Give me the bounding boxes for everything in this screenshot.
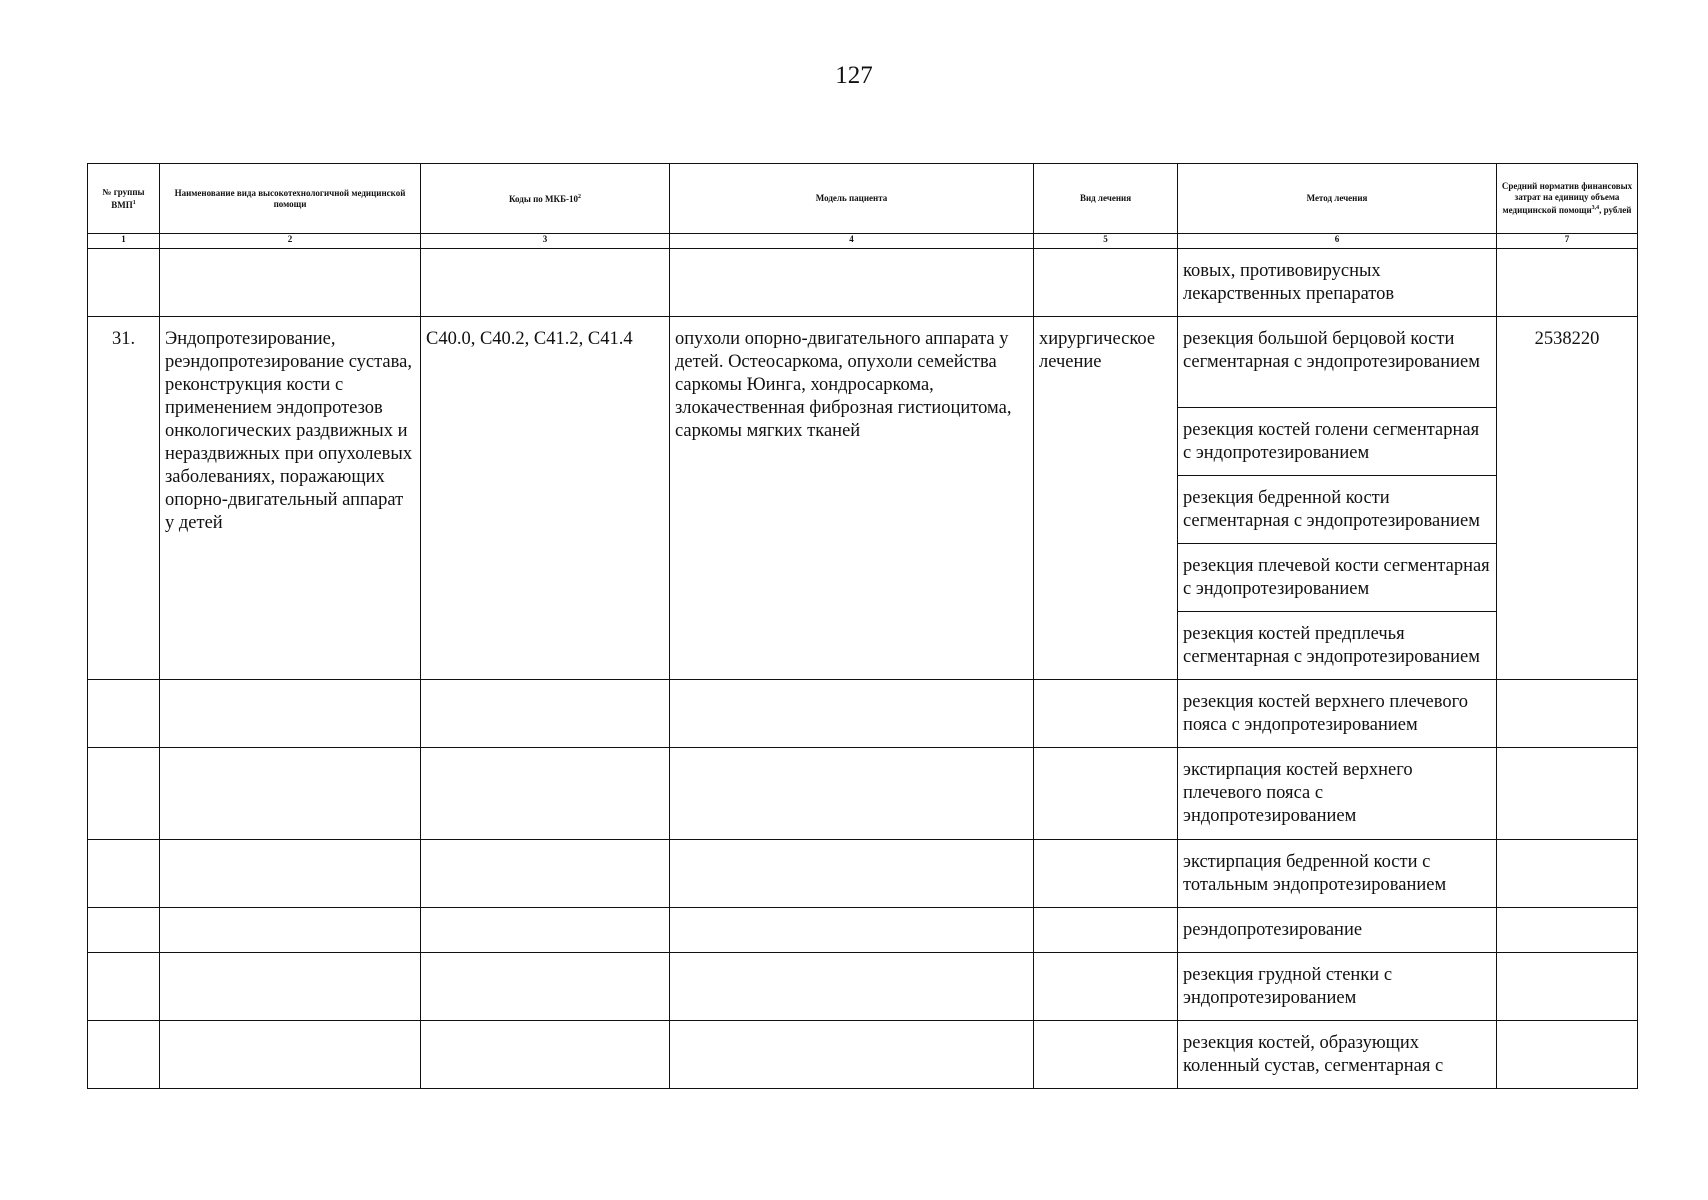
table-row [88, 748, 1638, 840]
header-row [88, 164, 1638, 234]
method-cell: экстирпация костей верхнего плечевого пояса с эндопротезированием [1178, 748, 1497, 840]
group-number: 31. [88, 317, 160, 680]
table-row [88, 1021, 1638, 1089]
header-care-type: Наименование вида высокотехнологичной медицинской помощи [160, 164, 421, 234]
header-patient-model: Модель пациента [670, 164, 1034, 234]
table-row [88, 840, 1638, 908]
header-method: Метод лечения [1178, 164, 1497, 234]
method-cell: резекция костей предплечья сегментарная с эндопротезированием [1178, 612, 1497, 680]
column-number: 1 [88, 234, 160, 249]
method-cell: резекция костей голени сегментарная с эндопротезированием [1178, 408, 1497, 476]
cost-value: 2538220 [1497, 317, 1638, 680]
vmp-table [87, 163, 1638, 1089]
method-cell: экстирпация бедренной кости с тотальным эндопротезированием [1178, 840, 1497, 908]
header-cost: Средний норматив финансовых затрат на единицу объема медицинской помощи$^{3,4}$, рублей [1497, 164, 1638, 234]
column-number: 3 [421, 234, 670, 249]
header-treatment-type: Вид лечения [1034, 164, 1178, 234]
method-cell: резекция бедренной кости сегментарная с эндопротезированием [1178, 476, 1497, 544]
column-number: 5 [1034, 234, 1178, 249]
table-row [88, 317, 1638, 408]
method-cell: резекция большой берцовой кости сегментарная с эндопротезированием [1178, 317, 1497, 408]
table-row [88, 953, 1638, 1021]
care-type-name: Эндопротезирование, реэндопротезирование сустава, реконструкция кости с применением эндопротезов онкологических раздвижных и нераздвижных при опухолевых заболеваниях, поражающих опорно-двигательный аппарат у детей [160, 317, 421, 680]
icd-codes: C40.0, C40.2, C41.2, C41.4 [421, 317, 670, 680]
column-number: 7 [1497, 234, 1638, 249]
method-cell: реэндопротезирование [1178, 908, 1497, 953]
treatment-type: хирургическое лечение [1034, 317, 1178, 680]
method-cell: резекция костей верхнего плечевого пояса с эндопротезированием [1178, 680, 1497, 748]
column-number: 2 [160, 234, 421, 249]
header-icd-codes: Коды по МКБ-$10^2$ [421, 164, 670, 234]
method-cell: резекция грудной стенки с эндопротезированием [1178, 953, 1497, 1021]
column-number-row [88, 234, 1638, 249]
method-cell: резекция костей, образующих коленный сустав, сегментарная с [1178, 1021, 1497, 1089]
column-number: 4 [670, 234, 1034, 249]
table-row [88, 680, 1638, 748]
patient-model: опухоли опорно-двигательного аппарата у детей. Остеосаркома, опухоли семейства саркомы Юинга, хондросаркома, злокачественная фиброзная гистиоцитома, саркомы мягких тканей [670, 317, 1034, 680]
method-cell: резекция плечевой кости сегментарная с эндопротезированием [1178, 544, 1497, 612]
page-number: 127 [835, 62, 873, 89]
table-row [88, 249, 1638, 317]
column-number: 6 [1178, 234, 1497, 249]
header-group-number: № группы ВМП$^1$ [88, 164, 160, 234]
method-cell: ковых, противовирусных лекарственных препаратов [1178, 249, 1497, 317]
table-row [88, 908, 1638, 953]
